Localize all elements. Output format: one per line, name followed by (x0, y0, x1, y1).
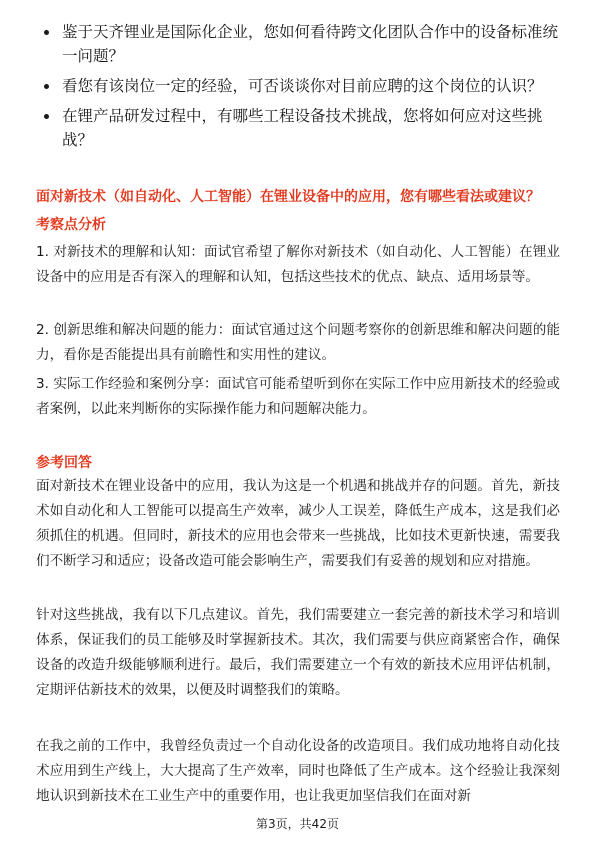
bullet-dot-icon (44, 84, 49, 89)
question-heading: 面对新技术（如自动化、人工智能）在锂业设备中的应用，您有哪些看法或建议？ (36, 189, 540, 205)
analysis-title: 考察点分析 (36, 217, 106, 233)
bullet-item (40, 104, 560, 152)
bullet-list (40, 20, 560, 158)
bullet-text: 在锂产品研发过程中，有哪些工程设备技术挑战，您将如何应对这些挑战？ (62, 107, 543, 149)
page-footer: 第3页，共42页 (256, 817, 339, 831)
analysis-item-2: 2. 创新思维和解决问题的能力：面试官通过这个问题考察你的创新思维和解决问题的能力，看你是否能提出具有前瞻性和实用性的建议。 (36, 322, 560, 363)
answer-paragraph-1: 面对新技术在锂业设备中的应用，我认为这是一个机遇和挑战并存的问题。首先，新技术如自动化和人工智能可以提高生产效率，减少人工误差，降低生产成本，这是我们必须抓住的机遇。但同时，新技术的应用也会带来一些挑战，比如技术更新快速，需要我们不断学习和适应；设备改造可能会影响生产，需要我们有妥善的规划和应对措施。 (36, 478, 560, 569)
analysis-item-3: 3. 实际工作经验和案例分享：面试官可能希望听到你在实际工作中应用新技术的经验或者案例，以此来判断你的实际操作能力和问题解决能力。 (36, 376, 560, 417)
answer-paragraph-2: 针对这些挑战，我有以下几点建议。首先，我们需要建立一套完善的新技术学习和培训体系，保证我们的员工能够及时掌握新技术。其次，我们需要与供应商紧密合作，确保设备的改造升级能够顺利进行。最后，我们需要建立一个有效的新技术应用评估机制，定期评估新技术的效果，以便及时调整我们的策略。 (36, 607, 560, 698)
answer-paragraph-3: 在我之前的工作中，我曾经负责过一个自动化设备的改造项目。我们成功地将自动化技术应用到生产线上，大大提高了生产效率，同时也降低了生产成本。这个经验让我深刻地认识到新技术在工业生产中的重要作用，也让我更加坚信我们在面对新 (36, 738, 560, 804)
bullet-text: 鉴于天齐锂业是国际化企业，您如何看待跨文化团队合作中的设备标准统一问题？ (62, 23, 559, 65)
bullet-item (40, 74, 560, 98)
bullet-dot-icon (44, 114, 49, 119)
bullet-text: 看您有该岗位一定的经验，可否谈谈你对目前应聘的这个岗位的认识？ (62, 77, 543, 95)
answer-title: 参考回答 (36, 455, 92, 471)
analysis-item-1: 1. 对新技术的理解和认知：面试官希望了解你对新技术（如自动化、人工智能）在锂业设备中的应用是否有深入的理解和认知，包括这些技术的优点、缺点、适用场景等。 (36, 244, 560, 285)
bullet-dot-icon (44, 30, 49, 35)
bullet-item (40, 20, 560, 68)
